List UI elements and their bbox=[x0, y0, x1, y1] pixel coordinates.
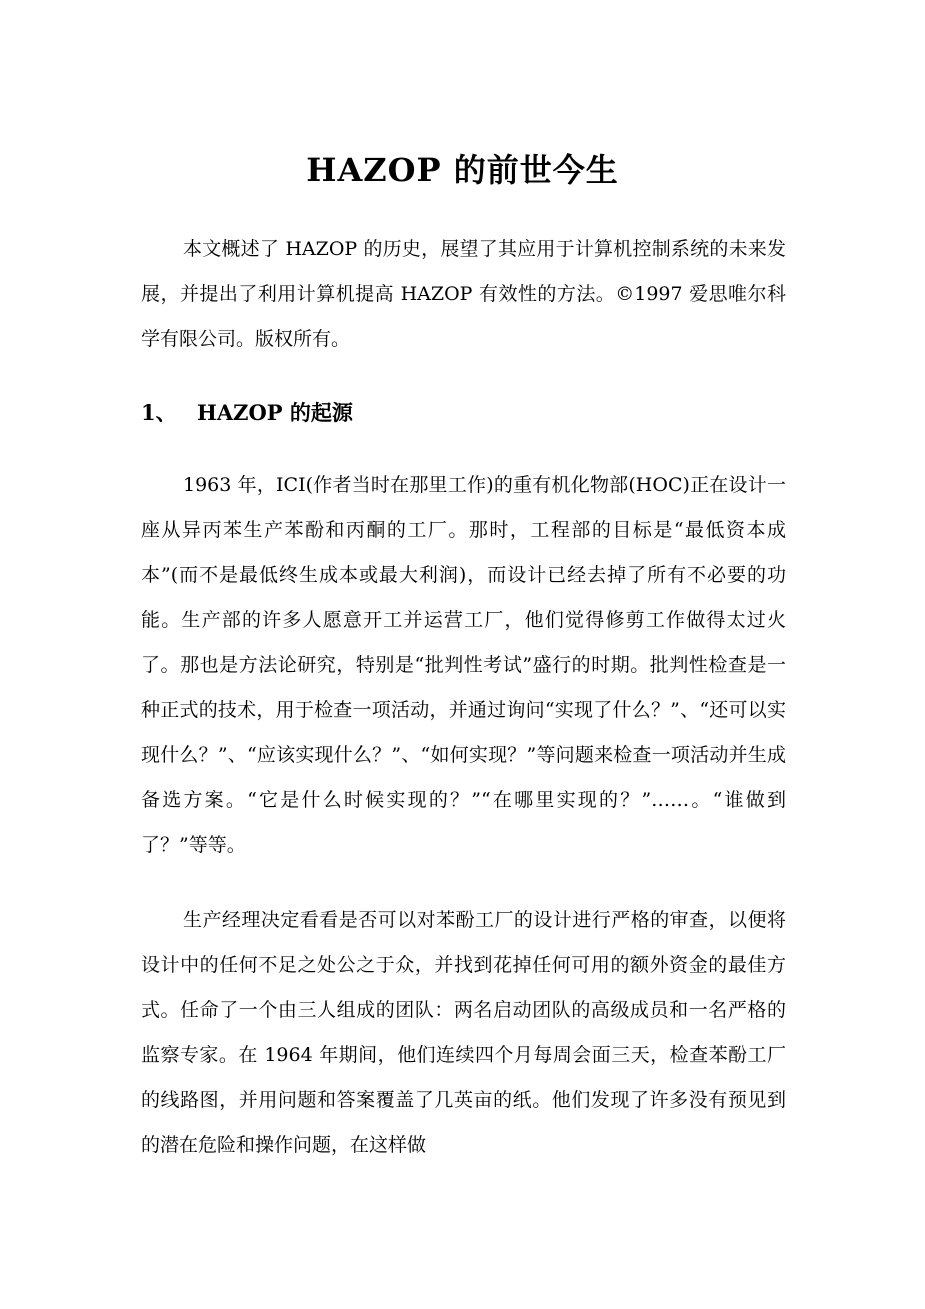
section-number: 1、 bbox=[141, 400, 177, 425]
page-title: HAZOP 的前世今生 bbox=[306, 151, 619, 189]
body-paragraph: 生产经理决定看看是否可以对苯酚工厂的设计进行严格的审查，以便将设计中的任何不足之处公之于众，并找到花掉任何可用的额外资金的最佳方式。任命了一个由三人组成的团队：两名启动团队的高级成员和一名严格的监察专家。在 1964 年期间，他们连续四个月每周会面三天，检查苯酚工厂的线路图，并用问题和答案覆盖了几英亩的纸。他们发现了许多没有预见到的潜在危险和操作问题，在这样做 bbox=[141, 909, 786, 1156]
body-paragraph: 1963 年，ICI(作者当时在那里工作)的重有机化物部(HOC)正在设计一座从异丙苯生产苯酚和丙酮的工厂。那时，工程部的目标是“最低资本成本”(而不是最低终生成本或最大利润)，而设计已经去掉了所有不必要的功能。生产部的许多人愿意开工并运营工厂，他们觉得修剪工作做得太过火了。那也是方法论研究，特别是“批判性考试”盛行的时期。批判性检查是一种正式的技术，用于检查一项活动，并通过询问“实现了什么？”、“还可以实现什么？”、“应该实现什么？”、“如何实现？”等问题来检查一项活动并生成备选方案。“它是什么时候实现的？”“在哪里实现的？”……。“谁做到了？”等等。 bbox=[141, 474, 786, 856]
abstract-paragraph: 本文概述了 HAZOP 的历史，展望了其应用于计算机控制系统的未来发展，并提出了利用计算机提高 HAZOP 有效性的方法。©1997 爱思唯尔科学有限公司。版权所有。 bbox=[141, 238, 786, 350]
section-heading bbox=[141, 395, 353, 431]
section-title: HAZOP 的起源 bbox=[197, 400, 353, 425]
